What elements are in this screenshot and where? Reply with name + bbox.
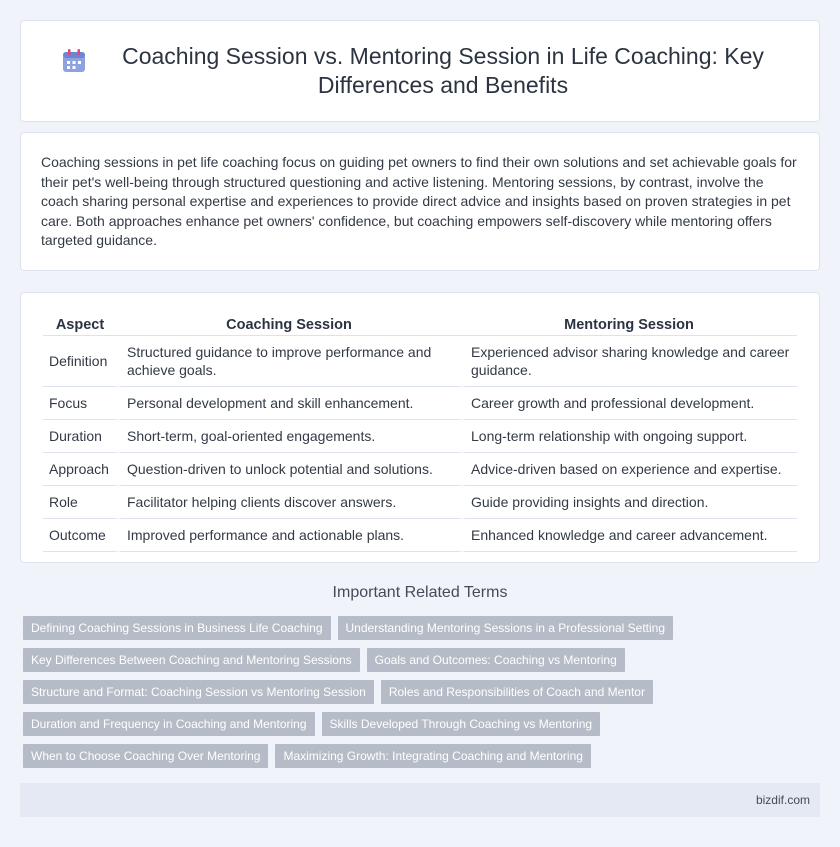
related-term-link[interactable]: Defining Coaching Sessions in Business Life Coaching [23, 616, 331, 640]
aspect-cell: Focus [43, 387, 117, 420]
related-term-link[interactable]: Goals and Outcomes: Coaching vs Mentoring [367, 648, 625, 672]
coaching-cell: Facilitator helping clients discover answers. [117, 486, 461, 519]
related-term-link[interactable]: Roles and Responsibilities of Coach and Mentor [381, 680, 653, 704]
related-term-link[interactable]: Understanding Mentoring Sessions in a Professional Setting [338, 616, 674, 640]
coaching-cell: Question-driven to unlock potential and solutions. [117, 453, 461, 486]
intro-text: Coaching sessions in pet life coaching focus on guiding pet owners to find their own solutions and set achievable goals for their pet's well-being through structured questioning and active listening. Mentoring sessions, by contrast, involve the coach sharing personal expertise and experiences to provide direct advice and insights based on proven strategies in pet care. Both approaches enhance pet owners' confidence, but coaching empowers self-discovery while mentoring offers targeted guidance. [41, 154, 797, 248]
header-coaching: Coaching Session [117, 313, 461, 336]
aspect-cell: Role [43, 486, 117, 519]
footer-site-link[interactable]: bizdif.com [755, 793, 810, 807]
related-term-link[interactable]: Duration and Frequency in Coaching and Mentoring [23, 712, 315, 736]
mentoring-cell: Advice-driven based on experience and expertise. [461, 453, 797, 486]
title-wrap [61, 42, 779, 100]
related-term-link[interactable]: Key Differences Between Coaching and Mentoring Sessions [23, 648, 360, 672]
aspect-cell: Approach [43, 453, 117, 486]
mentoring-cell: Career growth and professional development. [461, 387, 797, 420]
aspect-cell: Outcome [43, 519, 117, 552]
comparison-table-card [20, 292, 820, 563]
comparison-table [43, 313, 797, 552]
aspect-cell: Duration [43, 420, 117, 453]
header-mentoring: Mentoring Session [461, 313, 797, 336]
table-row [43, 336, 797, 387]
coaching-cell: Structured guidance to improve performance and achieve goals. [117, 336, 461, 387]
title-card [20, 20, 820, 122]
table-row [43, 486, 797, 519]
mentoring-cell: Enhanced knowledge and career advancement. [461, 519, 797, 552]
table-header-row [43, 313, 797, 336]
table-row [43, 387, 797, 420]
related-term-link[interactable]: Maximizing Growth: Integrating Coaching and Mentoring [275, 744, 590, 768]
calendar-icon [61, 48, 87, 74]
table-row [43, 453, 797, 486]
coaching-cell: Personal development and skill enhancement. [117, 387, 461, 420]
footer [20, 783, 820, 817]
page-title: Coaching Session vs. Mentoring Session in Life Coaching: Key Differences and Benefits [122, 43, 764, 98]
related-term-link[interactable]: Structure and Format: Coaching Session vs Mentoring Session [23, 680, 374, 704]
coaching-cell: Short-term, goal-oriented engagements. [117, 420, 461, 453]
mentoring-cell: Guide providing insights and direction. [461, 486, 797, 519]
mentoring-cell: Long-term relationship with ongoing support. [461, 420, 797, 453]
header-aspect: Aspect [43, 313, 117, 336]
related-term-link[interactable]: When to Choose Coaching Over Mentoring [23, 744, 268, 768]
related-terms-list [23, 616, 823, 776]
table-row [43, 519, 797, 552]
mentoring-cell: Experienced advisor sharing knowledge and career guidance. [461, 336, 797, 387]
intro-card [20, 132, 820, 271]
related-terms-heading: Important Related Terms [332, 584, 508, 601]
coaching-cell: Improved performance and actionable plans. [117, 519, 461, 552]
table-row [43, 420, 797, 453]
related-term-link[interactable]: Skills Developed Through Coaching vs Mentoring [322, 712, 601, 736]
aspect-cell: Definition [43, 336, 117, 387]
